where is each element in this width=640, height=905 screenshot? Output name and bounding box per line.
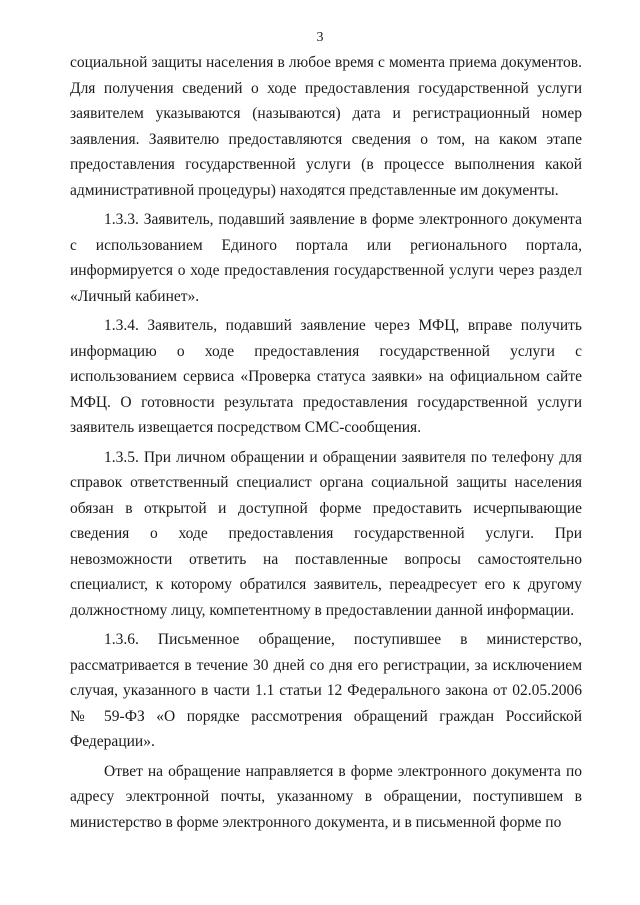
paragraph-continuation: социальной защиты населения в любое время с момента приема документов. Для получения сведений о ходе предоставления государственной услуги заявителем указываются (называются) дата и регистрационный номер заявления. Заявителю предоставляются сведения о том, на каком этапе предоставления государственной услуги (в процессе выполнения какой административной процедуры) находятся представленные им документы. — [70, 54, 582, 199]
paragraph-1-3-6: 1.3.6. Письменное обращение, поступившее в министерство, рассматривается в течение 30 дней со дня его регистрации, за исключением случая, указанного в части 1.1 статьи 12 Федерального закона от 02.05.2006 № 59-ФЗ «О порядке рассмотрения обращений граждан Российской Федерации». — [70, 631, 582, 750]
paragraph-1-3-4: 1.3.4. Заявитель, подавший заявление через МФЦ, вправе получить информацию о ходе предоставления государственной услуги с использованием сервиса «Проверка статуса заявки» на официальном сайте МФЦ. О готовности результата предоставления государственной услуги заявитель извещается посредством СМС-сообщения. — [70, 317, 582, 436]
paragraph-response: Ответ на обращение направляется в форме электронного документа по адресу электронной почты, указанному в обращении, поступившем в министерство в форме электронного документа, и в письменной форме по — [70, 762, 582, 831]
page-number: 3 — [316, 30, 324, 45]
paragraph-1-3-3: 1.3.3. Заявитель, подавший заявление в форме электронного документа с использованием Единого портала или регионального портала, информируется о ходе предоставления государственной услуги через раздел «Личный кабинет». — [70, 211, 582, 305]
document-body — [70, 50, 582, 839]
paragraph-1-3-5: 1.3.5. При личном обращении и обращении заявителя по телефону для справок ответственный специалист органа социальной защиты населения обязан в открытой и доступной форме предоставить исчерпывающие сведения о ходе предоставления государственной услуги. При невозможности ответить на поставленные вопросы самостоятельно специалист, к которому обратился заявитель, переадресует его к другому должностному лицу, компетентному в предоставлении данной информации. — [70, 448, 582, 619]
